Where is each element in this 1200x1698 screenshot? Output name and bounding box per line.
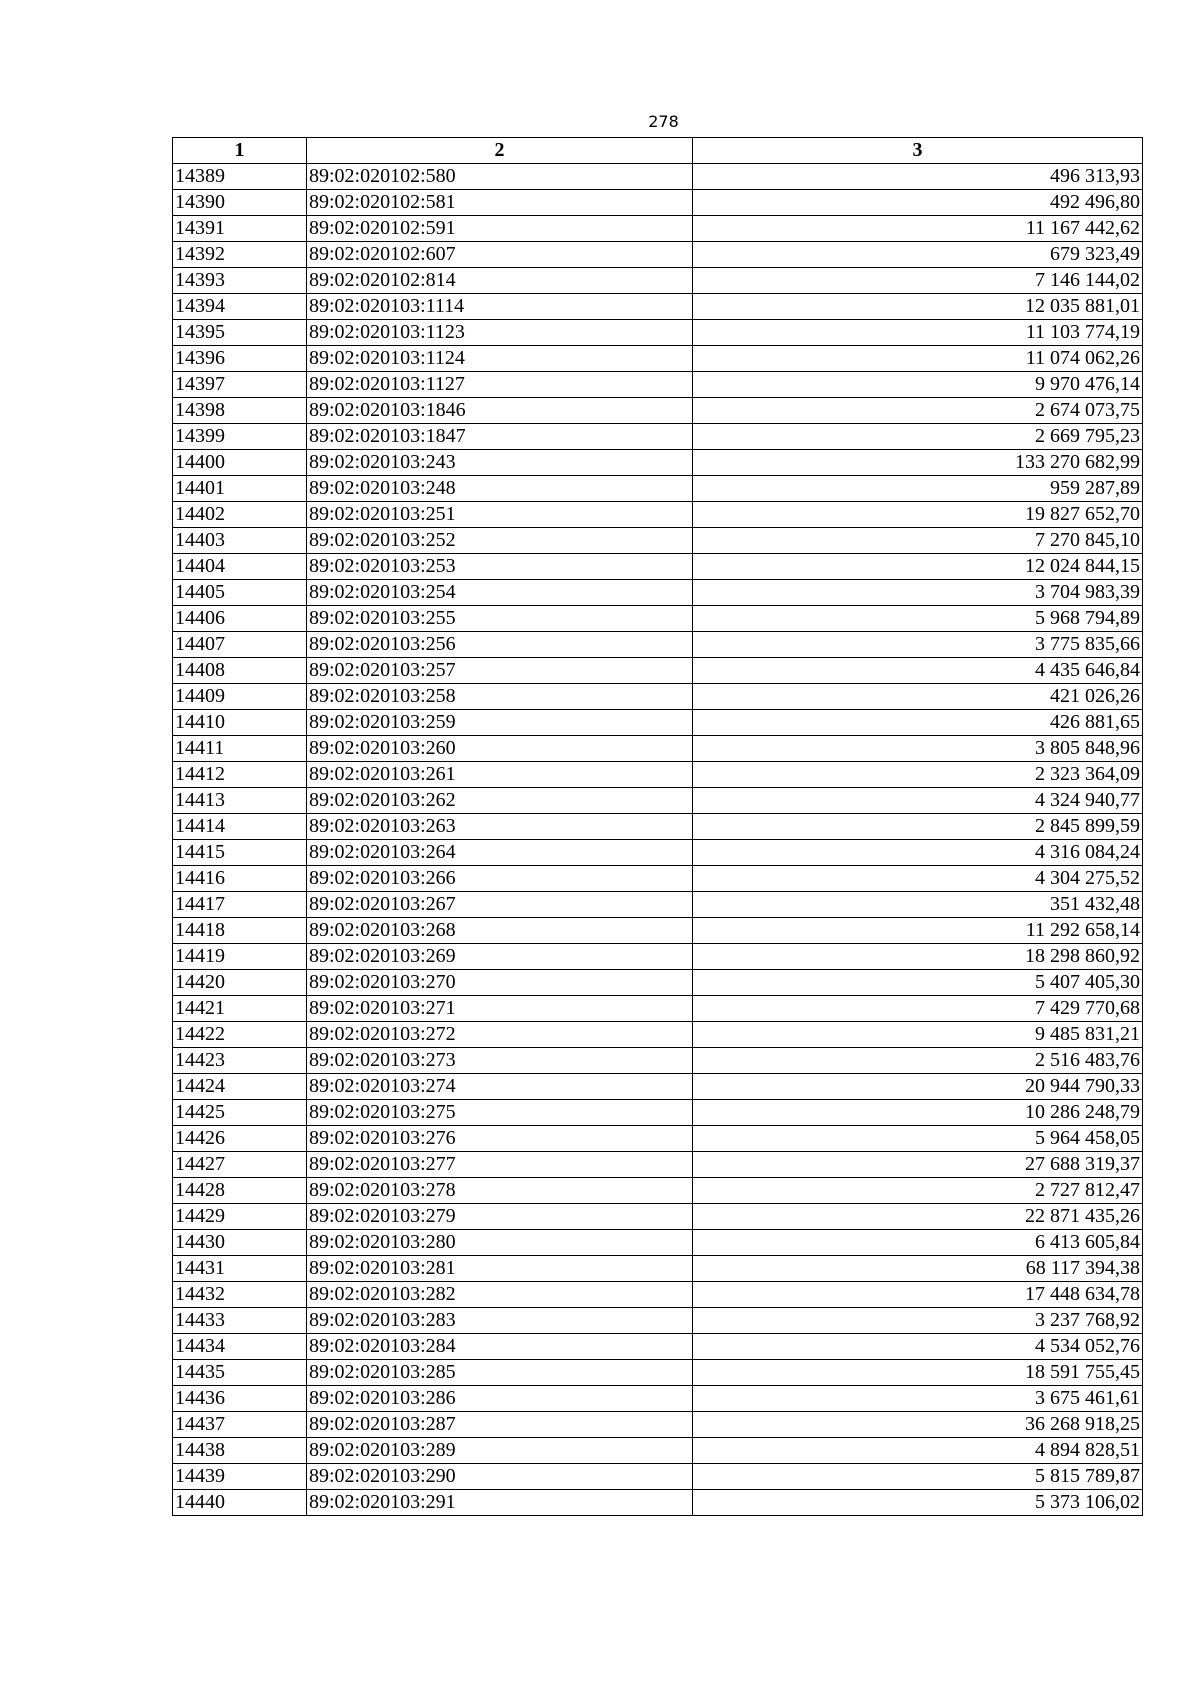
value-cell: 959 287,89 — [693, 476, 1143, 502]
row-number-cell: 14411 — [173, 736, 307, 762]
value-cell: 22 871 435,26 — [693, 1204, 1143, 1230]
row-number-cell: 14427 — [173, 1152, 307, 1178]
value-cell: 3 237 768,92 — [693, 1308, 1143, 1334]
cadastral-number-cell: 89:02:020103:1846 — [307, 398, 693, 424]
value-cell: 11 074 062,26 — [693, 346, 1143, 372]
row-number-cell: 14426 — [173, 1126, 307, 1152]
table-row — [173, 1204, 1143, 1230]
cadastral-number-cell: 89:02:020103:290 — [307, 1464, 693, 1490]
row-number-cell: 14424 — [173, 1074, 307, 1100]
cadastral-number-cell: 89:02:020103:285 — [307, 1360, 693, 1386]
value-cell: 11 167 442,62 — [693, 216, 1143, 242]
value-cell: 4 324 940,77 — [693, 788, 1143, 814]
value-cell: 4 435 646,84 — [693, 658, 1143, 684]
row-number-cell: 14421 — [173, 996, 307, 1022]
value-cell: 12 024 844,15 — [693, 554, 1143, 580]
table-row — [173, 1490, 1143, 1516]
value-cell: 2 727 812,47 — [693, 1178, 1143, 1204]
value-cell: 5 964 458,05 — [693, 1126, 1143, 1152]
cadastral-number-cell: 89:02:020102:580 — [307, 164, 693, 190]
table-row — [173, 1100, 1143, 1126]
table-row — [173, 1360, 1143, 1386]
value-cell: 11 292 658,14 — [693, 918, 1143, 944]
cadastral-number-cell: 89:02:020103:262 — [307, 788, 693, 814]
row-number-cell: 14391 — [173, 216, 307, 242]
value-cell: 679 323,49 — [693, 242, 1143, 268]
table-row — [173, 294, 1143, 320]
cadastral-number-cell: 89:02:020103:275 — [307, 1100, 693, 1126]
value-cell: 496 313,93 — [693, 164, 1143, 190]
table-body — [173, 164, 1143, 1516]
cadastral-number-cell: 89:02:020103:1847 — [307, 424, 693, 450]
cadastral-number-cell: 89:02:020103:1123 — [307, 320, 693, 346]
table-row — [173, 970, 1143, 996]
table-row — [173, 164, 1143, 190]
value-cell: 5 968 794,89 — [693, 606, 1143, 632]
table-row — [173, 1178, 1143, 1204]
value-cell: 7 429 770,68 — [693, 996, 1143, 1022]
cadastral-number-cell: 89:02:020103:273 — [307, 1048, 693, 1074]
row-number-cell: 14439 — [173, 1464, 307, 1490]
value-cell: 68 117 394,38 — [693, 1256, 1143, 1282]
table-row — [173, 1074, 1143, 1100]
row-number-cell: 14440 — [173, 1490, 307, 1516]
value-cell: 3 775 835,66 — [693, 632, 1143, 658]
value-cell: 17 448 634,78 — [693, 1282, 1143, 1308]
table-row — [173, 424, 1143, 450]
cadastral-number-cell: 89:02:020103:284 — [307, 1334, 693, 1360]
cadastral-number-cell: 89:02:020103:267 — [307, 892, 693, 918]
row-number-cell: 14419 — [173, 944, 307, 970]
cadastral-number-cell: 89:02:020103:274 — [307, 1074, 693, 1100]
value-cell: 9 970 476,14 — [693, 372, 1143, 398]
row-number-cell: 14405 — [173, 580, 307, 606]
value-cell: 4 316 084,24 — [693, 840, 1143, 866]
row-number-cell: 14415 — [173, 840, 307, 866]
table-row — [173, 736, 1143, 762]
cadastral-number-cell: 89:02:020103:260 — [307, 736, 693, 762]
row-number-cell: 14400 — [173, 450, 307, 476]
table-row — [173, 216, 1143, 242]
row-number-cell: 14432 — [173, 1282, 307, 1308]
value-cell: 2 845 899,59 — [693, 814, 1143, 840]
row-number-cell: 14437 — [173, 1412, 307, 1438]
row-number-cell: 14435 — [173, 1360, 307, 1386]
table-row — [173, 632, 1143, 658]
table-row — [173, 268, 1143, 294]
table-row — [173, 502, 1143, 528]
table-row — [173, 1438, 1143, 1464]
table-header — [173, 138, 1143, 164]
value-cell: 5 373 106,02 — [693, 1490, 1143, 1516]
cadastral-number-cell: 89:02:020103:276 — [307, 1126, 693, 1152]
row-number-cell: 14408 — [173, 658, 307, 684]
cadastral-number-cell: 89:02:020103:1114 — [307, 294, 693, 320]
cadastral-number-cell: 89:02:020103:258 — [307, 684, 693, 710]
table-row — [173, 684, 1143, 710]
column-header-3: 3 — [693, 138, 1143, 164]
row-number-cell: 14417 — [173, 892, 307, 918]
row-number-cell: 14401 — [173, 476, 307, 502]
value-cell: 492 496,80 — [693, 190, 1143, 216]
table-row — [173, 1334, 1143, 1360]
row-number-cell: 14404 — [173, 554, 307, 580]
value-cell: 2 323 364,09 — [693, 762, 1143, 788]
value-cell: 3 675 461,61 — [693, 1386, 1143, 1412]
row-number-cell: 14425 — [173, 1100, 307, 1126]
table-row — [173, 840, 1143, 866]
row-number-cell: 14436 — [173, 1386, 307, 1412]
page-number: 278 — [648, 112, 679, 131]
table-row — [173, 1308, 1143, 1334]
value-cell: 5 815 789,87 — [693, 1464, 1143, 1490]
row-number-cell: 14434 — [173, 1334, 307, 1360]
table-row — [173, 554, 1143, 580]
cadastral-number-cell: 89:02:020103:277 — [307, 1152, 693, 1178]
cadastral-number-cell: 89:02:020103:272 — [307, 1022, 693, 1048]
cadastral-number-cell: 89:02:020103:255 — [307, 606, 693, 632]
value-cell: 2 669 795,23 — [693, 424, 1143, 450]
row-number-cell: 14428 — [173, 1178, 307, 1204]
cadastral-number-cell: 89:02:020103:278 — [307, 1178, 693, 1204]
cadastral-number-cell: 89:02:020103:287 — [307, 1412, 693, 1438]
cadastral-number-cell: 89:02:020103:257 — [307, 658, 693, 684]
value-cell: 7 146 144,02 — [693, 268, 1143, 294]
cadastral-number-cell: 89:02:020103:1127 — [307, 372, 693, 398]
column-header-2: 2 — [307, 138, 693, 164]
table-row — [173, 1386, 1143, 1412]
value-cell: 7 270 845,10 — [693, 528, 1143, 554]
cadastral-number-cell: 89:02:020103:263 — [307, 814, 693, 840]
table-row — [173, 580, 1143, 606]
cadastral-number-cell: 89:02:020103:248 — [307, 476, 693, 502]
value-cell: 36 268 918,25 — [693, 1412, 1143, 1438]
cadastral-number-cell: 89:02:020103:264 — [307, 840, 693, 866]
value-cell: 426 881,65 — [693, 710, 1143, 736]
value-cell: 3 805 848,96 — [693, 736, 1143, 762]
cadastral-number-cell: 89:02:020103:281 — [307, 1256, 693, 1282]
row-number-cell: 14409 — [173, 684, 307, 710]
value-cell: 19 827 652,70 — [693, 502, 1143, 528]
value-cell: 421 026,26 — [693, 684, 1143, 710]
row-number-cell: 14412 — [173, 762, 307, 788]
row-number-cell: 14438 — [173, 1438, 307, 1464]
row-number-cell: 14433 — [173, 1308, 307, 1334]
row-number-cell: 14430 — [173, 1230, 307, 1256]
cadastral-number-cell: 89:02:020103:291 — [307, 1490, 693, 1516]
value-cell: 18 298 860,92 — [693, 944, 1143, 970]
row-number-cell: 14420 — [173, 970, 307, 996]
cadastral-number-cell: 89:02:020103:283 — [307, 1308, 693, 1334]
table-row — [173, 1256, 1143, 1282]
table-row — [173, 710, 1143, 736]
row-number-cell: 14398 — [173, 398, 307, 424]
row-number-cell: 14394 — [173, 294, 307, 320]
table-row — [173, 476, 1143, 502]
table-row — [173, 1048, 1143, 1074]
value-cell: 6 413 605,84 — [693, 1230, 1143, 1256]
value-cell: 9 485 831,21 — [693, 1022, 1143, 1048]
table-row — [173, 398, 1143, 424]
cadastral-number-cell: 89:02:020103:253 — [307, 554, 693, 580]
cadastral-number-cell: 89:02:020103:252 — [307, 528, 693, 554]
value-cell: 2 674 073,75 — [693, 398, 1143, 424]
value-cell: 4 304 275,52 — [693, 866, 1143, 892]
cadastral-number-cell: 89:02:020103:254 — [307, 580, 693, 606]
table-row — [173, 320, 1143, 346]
value-cell: 27 688 319,37 — [693, 1152, 1143, 1178]
row-number-cell: 14389 — [173, 164, 307, 190]
table-row — [173, 1464, 1143, 1490]
row-number-cell: 14399 — [173, 424, 307, 450]
table-row — [173, 606, 1143, 632]
table-row — [173, 1022, 1143, 1048]
value-cell: 2 516 483,76 — [693, 1048, 1143, 1074]
table-row — [173, 892, 1143, 918]
value-cell: 20 944 790,33 — [693, 1074, 1143, 1100]
row-number-cell: 14431 — [173, 1256, 307, 1282]
cadastral-number-cell: 89:02:020103:271 — [307, 996, 693, 1022]
row-number-cell: 14410 — [173, 710, 307, 736]
cadastral-number-cell: 89:02:020103:279 — [307, 1204, 693, 1230]
cadastral-number-cell: 89:02:020103:270 — [307, 970, 693, 996]
value-cell: 10 286 248,79 — [693, 1100, 1143, 1126]
cadastral-number-cell: 89:02:020103:280 — [307, 1230, 693, 1256]
header-row — [173, 138, 1143, 164]
table-row — [173, 1126, 1143, 1152]
table-row — [173, 788, 1143, 814]
row-number-cell: 14423 — [173, 1048, 307, 1074]
value-cell: 4 534 052,76 — [693, 1334, 1143, 1360]
cadastral-number-cell: 89:02:020103:286 — [307, 1386, 693, 1412]
cadastral-number-cell: 89:02:020103:266 — [307, 866, 693, 892]
cadastral-number-cell: 89:02:020103:1124 — [307, 346, 693, 372]
value-cell: 4 894 828,51 — [693, 1438, 1143, 1464]
cadastral-number-cell: 89:02:020103:269 — [307, 944, 693, 970]
row-number-cell: 14395 — [173, 320, 307, 346]
cadastral-number-cell: 89:02:020102:581 — [307, 190, 693, 216]
row-number-cell: 14429 — [173, 1204, 307, 1230]
cadastral-number-cell: 89:02:020103:251 — [307, 502, 693, 528]
row-number-cell: 14390 — [173, 190, 307, 216]
value-cell: 5 407 405,30 — [693, 970, 1143, 996]
value-cell: 3 704 983,39 — [693, 580, 1143, 606]
row-number-cell: 14416 — [173, 866, 307, 892]
cadastral-number-cell: 89:02:020102:607 — [307, 242, 693, 268]
table-row — [173, 372, 1143, 398]
cadastral-number-cell: 89:02:020103:261 — [307, 762, 693, 788]
table-row — [173, 866, 1143, 892]
table-row — [173, 1412, 1143, 1438]
row-number-cell: 14402 — [173, 502, 307, 528]
column-header-1: 1 — [173, 138, 307, 164]
table-row — [173, 658, 1143, 684]
row-number-cell: 14407 — [173, 632, 307, 658]
row-number-cell: 14422 — [173, 1022, 307, 1048]
cadastral-number-cell: 89:02:020103:259 — [307, 710, 693, 736]
row-number-cell: 14392 — [173, 242, 307, 268]
table-row — [173, 996, 1143, 1022]
table-row — [173, 1282, 1143, 1308]
cadastral-number-cell: 89:02:020103:282 — [307, 1282, 693, 1308]
row-number-cell: 14413 — [173, 788, 307, 814]
cadastral-number-cell: 89:02:020102:591 — [307, 216, 693, 242]
cadastral-number-cell: 89:02:020103:268 — [307, 918, 693, 944]
data-table — [172, 137, 1143, 1516]
row-number-cell: 14403 — [173, 528, 307, 554]
table-row — [173, 944, 1143, 970]
cadastral-number-cell: 89:02:020103:289 — [307, 1438, 693, 1464]
value-cell: 18 591 755,45 — [693, 1360, 1143, 1386]
cadastral-number-cell: 89:02:020103:256 — [307, 632, 693, 658]
row-number-cell: 14406 — [173, 606, 307, 632]
table-row — [173, 190, 1143, 216]
row-number-cell: 14418 — [173, 918, 307, 944]
table-row — [173, 528, 1143, 554]
table-row — [173, 762, 1143, 788]
table-row — [173, 918, 1143, 944]
cadastral-number-cell: 89:02:020102:814 — [307, 268, 693, 294]
value-cell: 12 035 881,01 — [693, 294, 1143, 320]
row-number-cell: 14397 — [173, 372, 307, 398]
value-cell: 133 270 682,99 — [693, 450, 1143, 476]
row-number-cell: 14414 — [173, 814, 307, 840]
value-cell: 11 103 774,19 — [693, 320, 1143, 346]
cadastral-number-cell: 89:02:020103:243 — [307, 450, 693, 476]
table-row — [173, 346, 1143, 372]
table-row — [173, 242, 1143, 268]
table-row — [173, 1152, 1143, 1178]
value-cell: 351 432,48 — [693, 892, 1143, 918]
row-number-cell: 14396 — [173, 346, 307, 372]
table-row — [173, 450, 1143, 476]
table-row — [173, 1230, 1143, 1256]
row-number-cell: 14393 — [173, 268, 307, 294]
table-row — [173, 814, 1143, 840]
